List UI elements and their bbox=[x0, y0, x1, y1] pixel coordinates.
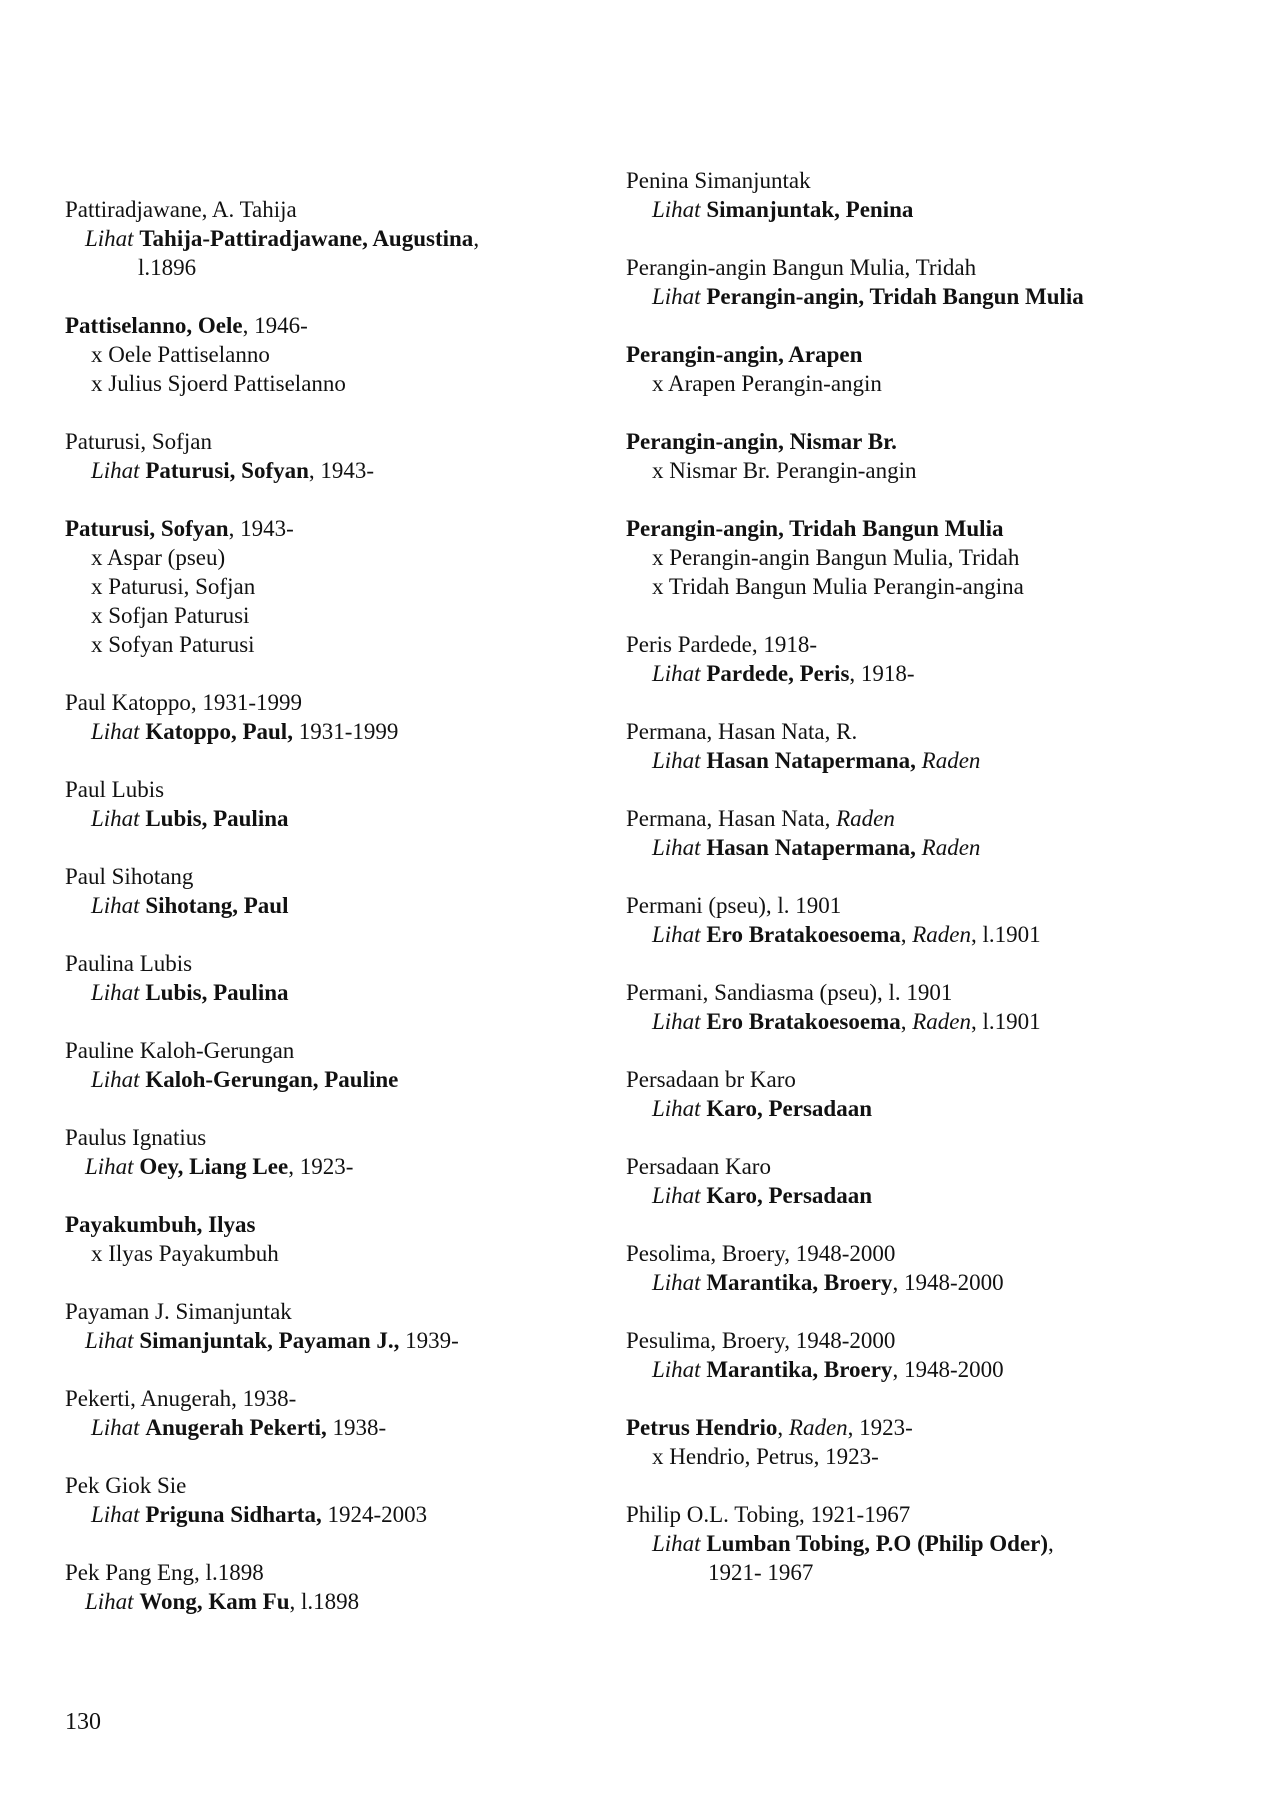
see-reference bbox=[65, 717, 398, 746]
text-segment: x Perangin-angin Bangun Mulia, Tridah bbox=[652, 545, 1020, 570]
heading-line bbox=[626, 1326, 895, 1355]
italic-text: Raden bbox=[912, 1009, 972, 1034]
see-reference bbox=[626, 920, 1041, 949]
italic-text: Lihat bbox=[652, 284, 701, 309]
text-segment: l.1896 bbox=[138, 255, 197, 280]
text-segment: x Paturusi, Sofjan bbox=[91, 574, 256, 599]
text-segment: Payaman J. Simanjuntak bbox=[65, 1299, 292, 1324]
see-reference bbox=[65, 804, 289, 833]
text-segment: x Hendrio, Petrus, 1923- bbox=[652, 1444, 879, 1469]
see-from-reference bbox=[65, 1239, 279, 1268]
bold-heading-text: Priguna Sidharta, bbox=[145, 1502, 322, 1527]
text-segment: Paturusi, Sofjan bbox=[65, 429, 212, 454]
italic-text: Lihat bbox=[91, 980, 140, 1005]
text-segment: Persadaan br Karo bbox=[626, 1067, 796, 1092]
text-segment: x Tridah Bangun Mulia Perangin-angina bbox=[652, 574, 1024, 599]
continuation-line bbox=[626, 1558, 813, 1587]
text-segment: 1931-1999 bbox=[292, 719, 399, 744]
italic-text: Raden bbox=[788, 1415, 848, 1440]
heading-line bbox=[626, 1065, 796, 1094]
heading-line bbox=[65, 1471, 186, 1500]
heading-line bbox=[65, 1558, 264, 1587]
text-segment: , l.1901 bbox=[971, 922, 1041, 947]
italic-text: Lihat bbox=[91, 893, 140, 918]
bold-heading-text: Simanjuntak, Penina bbox=[706, 197, 914, 222]
heading-line bbox=[626, 166, 811, 195]
text-segment: Permani (pseu), l. 1901 bbox=[626, 893, 842, 918]
bold-heading-text: Marantika, Broery bbox=[706, 1357, 893, 1382]
see-from-reference bbox=[626, 543, 1019, 572]
bold-heading-text: Perangin-angin, Tridah Bangun Mulia bbox=[706, 284, 1084, 309]
heading-line bbox=[65, 1036, 294, 1065]
bold-heading-text: Ero Bratakoesoema bbox=[706, 1009, 901, 1034]
see-reference bbox=[65, 1413, 386, 1442]
text-segment: x Aspar (pseu) bbox=[91, 545, 226, 570]
italic-text: Raden bbox=[836, 806, 895, 831]
italic-text: Lihat bbox=[85, 226, 134, 251]
text-segment: 1938- bbox=[326, 1415, 387, 1440]
bold-heading-text: Ero Bratakoesoema bbox=[706, 922, 901, 947]
italic-text: Lihat bbox=[85, 1154, 134, 1179]
text-segment: x Sofyan Paturusi bbox=[91, 632, 255, 657]
text-segment: 1924-2003 bbox=[321, 1502, 428, 1527]
see-reference bbox=[626, 746, 980, 775]
heading-line bbox=[626, 1413, 913, 1442]
bold-heading-text: Wong, Kam Fu bbox=[139, 1589, 290, 1614]
text-segment: x Nismar Br. Perangin-angin bbox=[652, 458, 917, 483]
text-segment: x Ilyas Payakumbuh bbox=[91, 1241, 279, 1266]
text-segment: , 1943- bbox=[308, 458, 375, 483]
heading-line bbox=[626, 427, 897, 456]
heading-line bbox=[626, 978, 952, 1007]
italic-text: Lihat bbox=[652, 922, 701, 947]
italic-text: Lihat bbox=[652, 835, 701, 860]
heading-line bbox=[65, 775, 164, 804]
italic-text: Lihat bbox=[91, 458, 140, 483]
text-segment: Pesulima, Broery, 1948-2000 bbox=[626, 1328, 896, 1353]
text-segment: Persadaan Karo bbox=[626, 1154, 771, 1179]
heading-line bbox=[65, 1297, 292, 1326]
text-segment: Penina Simanjuntak bbox=[626, 168, 811, 193]
heading-line bbox=[626, 514, 1003, 543]
text-segment: Pek Pang Eng, l.1898 bbox=[65, 1560, 264, 1585]
bold-heading-text: Perangin-angin, Tridah Bangun Mulia bbox=[626, 516, 1004, 541]
heading-line bbox=[626, 717, 857, 746]
text-segment: 1921- 1967 bbox=[708, 1560, 814, 1585]
see-reference bbox=[65, 1500, 427, 1529]
text-segment: Pauline Kaloh-Gerungan bbox=[65, 1038, 295, 1063]
see-from-reference bbox=[65, 369, 346, 398]
text-segment: , bbox=[900, 1009, 913, 1034]
see-from-reference bbox=[65, 572, 255, 601]
bold-heading-text: Paturusi, Sofyan bbox=[145, 458, 309, 483]
continuation-line bbox=[65, 253, 196, 282]
bold-heading-text: Hasan Natapermana, bbox=[706, 748, 916, 773]
see-reference bbox=[626, 195, 913, 224]
italic-text: Lihat bbox=[91, 806, 140, 831]
see-reference bbox=[65, 1587, 359, 1616]
bold-heading-text: Tahija-Pattiradjawane, Augustina bbox=[139, 226, 474, 251]
italic-text: Lihat bbox=[91, 1502, 140, 1527]
see-reference bbox=[65, 1065, 398, 1094]
text-segment: Peris Pardede, 1918- bbox=[626, 632, 817, 657]
bold-heading-text: Paturusi, Sofyan bbox=[65, 516, 229, 541]
bold-heading-text: Sihotang, Paul bbox=[145, 893, 289, 918]
see-from-reference bbox=[626, 1442, 879, 1471]
italic-text: Lihat bbox=[91, 719, 140, 744]
bold-heading-text: Oey, Liang Lee bbox=[139, 1154, 289, 1179]
italic-text: Lihat bbox=[91, 1067, 140, 1092]
italic-text: Lihat bbox=[652, 1531, 701, 1556]
bold-heading-text: Lumban Tobing, P.O (Philip Oder) bbox=[706, 1531, 1049, 1556]
see-reference bbox=[65, 891, 288, 920]
see-reference bbox=[626, 1094, 872, 1123]
text-segment: Paulus Ignatius bbox=[65, 1125, 207, 1150]
see-reference bbox=[626, 833, 980, 862]
text-segment: , l.1898 bbox=[289, 1589, 360, 1614]
heading-line bbox=[65, 1210, 255, 1239]
text-segment: , 1923- bbox=[847, 1415, 913, 1440]
italic-text: Lihat bbox=[652, 1183, 701, 1208]
text-segment: Paulina Lubis bbox=[65, 951, 193, 976]
heading-line bbox=[65, 514, 294, 543]
bold-heading-text: Karo, Persadaan bbox=[706, 1096, 873, 1121]
text-segment: 1939- bbox=[399, 1328, 459, 1353]
bold-heading-text: Payakumbuh, Ilyas bbox=[65, 1212, 256, 1237]
text-segment: Pek Giok Sie bbox=[65, 1473, 187, 1498]
see-from-reference bbox=[65, 340, 270, 369]
text-segment: Paul Lubis bbox=[65, 777, 165, 802]
italic-text: Lihat bbox=[652, 1357, 701, 1382]
italic-text: Raden bbox=[912, 922, 972, 947]
text-segment: , 1923- bbox=[288, 1154, 354, 1179]
bold-heading-text: Lubis, Paulina bbox=[145, 806, 289, 831]
text-segment: , 1948-2000 bbox=[892, 1357, 1004, 1382]
see-from-reference bbox=[65, 543, 225, 572]
see-reference bbox=[626, 282, 1084, 311]
bold-heading-text: Pattiselanno, Oele bbox=[65, 313, 243, 338]
see-from-reference bbox=[65, 601, 249, 630]
bold-heading-text: Perangin-angin, Arapen bbox=[626, 342, 863, 367]
text-segment: Permana, Hasan Nata, R. bbox=[626, 719, 858, 744]
bold-heading-text: Petrus Hendrio bbox=[626, 1415, 778, 1440]
text-segment: , bbox=[473, 226, 480, 251]
page-number: 130 bbox=[65, 1709, 101, 1735]
italic-text: Raden bbox=[921, 835, 981, 860]
text-segment: Philip O.L. Tobing, 1921-1967 bbox=[626, 1502, 911, 1527]
text-segment: , 1948-2000 bbox=[892, 1270, 1004, 1295]
heading-line bbox=[626, 891, 841, 920]
text-segment: Paul Katoppo, 1931-1999 bbox=[65, 690, 303, 715]
see-from-reference bbox=[626, 572, 1024, 601]
bold-heading-text: Lubis, Paulina bbox=[145, 980, 289, 1005]
text-segment: , bbox=[777, 1415, 789, 1440]
text-segment: , 1918- bbox=[849, 661, 915, 686]
see-from-reference bbox=[626, 456, 916, 485]
text-segment: Pekerti, Anugerah, 1938- bbox=[65, 1386, 297, 1411]
text-segment: Perangin-angin Bangun Mulia, Tridah bbox=[626, 255, 977, 280]
text-segment: x Oele Pattiselanno bbox=[91, 342, 270, 367]
text-segment: x Sofjan Paturusi bbox=[91, 603, 250, 628]
see-reference bbox=[65, 456, 374, 485]
text-segment: , l.1901 bbox=[971, 1009, 1041, 1034]
see-reference bbox=[65, 978, 289, 1007]
see-from-reference bbox=[65, 630, 255, 659]
heading-line bbox=[65, 311, 308, 340]
heading-line bbox=[65, 862, 193, 891]
text-segment: , 1943- bbox=[228, 516, 294, 541]
see-reference bbox=[626, 1268, 1004, 1297]
heading-line bbox=[65, 1123, 206, 1152]
bold-heading-text: Katoppo, Paul, bbox=[145, 719, 293, 744]
see-reference bbox=[626, 1007, 1041, 1036]
italic-text: Lihat bbox=[91, 1415, 140, 1440]
heading-line bbox=[65, 195, 297, 224]
text-segment: x Julius Sjoerd Pattiselanno bbox=[91, 371, 346, 396]
heading-line bbox=[65, 1384, 296, 1413]
text-segment: , bbox=[1048, 1531, 1054, 1556]
italic-text: Lihat bbox=[652, 1009, 701, 1034]
text-segment: , 1946- bbox=[242, 313, 308, 338]
text-segment: Permani, Sandiasma (pseu), l. 1901 bbox=[626, 980, 953, 1005]
text-segment: , bbox=[900, 922, 913, 947]
see-reference bbox=[65, 1326, 459, 1355]
bold-heading-text: Perangin-angin, Nismar Br. bbox=[626, 429, 897, 454]
bold-heading-text: Hasan Natapermana, bbox=[706, 835, 916, 860]
text-segment: Paul Sihotang bbox=[65, 864, 194, 889]
heading-line bbox=[626, 1239, 895, 1268]
bold-heading-text: Kaloh-Gerungan, Pauline bbox=[145, 1067, 399, 1092]
bold-heading-text: Simanjuntak, Payaman J., bbox=[139, 1328, 400, 1353]
see-reference bbox=[626, 659, 915, 688]
see-reference bbox=[626, 1181, 872, 1210]
italic-text: Lihat bbox=[652, 748, 701, 773]
italic-text: Lihat bbox=[652, 661, 701, 686]
heading-line bbox=[626, 1152, 771, 1181]
italic-text: Lihat bbox=[652, 1096, 701, 1121]
heading-line bbox=[626, 340, 862, 369]
text-segment: Pattiradjawane, A. Tahija bbox=[65, 197, 297, 222]
see-reference bbox=[626, 1355, 1004, 1384]
see-reference bbox=[626, 1529, 1054, 1558]
text-segment: x Arapen Perangin-angin bbox=[652, 371, 882, 396]
heading-line bbox=[65, 688, 302, 717]
bold-heading-text: Anugerah Pekerti, bbox=[145, 1415, 327, 1440]
italic-text: Lihat bbox=[652, 1270, 701, 1295]
bold-heading-text: Marantika, Broery bbox=[706, 1270, 893, 1295]
heading-line bbox=[626, 1500, 910, 1529]
bold-heading-text: Pardede, Peris bbox=[706, 661, 850, 686]
heading-line bbox=[626, 804, 895, 833]
text-segment: Pesolima, Broery, 1948-2000 bbox=[626, 1241, 896, 1266]
see-from-reference bbox=[626, 369, 882, 398]
italic-text: Raden bbox=[921, 748, 981, 773]
italic-text: Lihat bbox=[652, 197, 701, 222]
heading-line bbox=[65, 949, 192, 978]
italic-text: Lihat bbox=[85, 1589, 134, 1614]
heading-line bbox=[65, 427, 212, 456]
see-reference bbox=[65, 224, 479, 253]
bold-heading-text: Karo, Persadaan bbox=[706, 1183, 873, 1208]
see-reference bbox=[65, 1152, 353, 1181]
heading-line bbox=[626, 253, 976, 282]
heading-line bbox=[626, 630, 817, 659]
italic-text: Lihat bbox=[85, 1328, 134, 1353]
text-segment: Permana, Hasan Nata, bbox=[626, 806, 837, 831]
